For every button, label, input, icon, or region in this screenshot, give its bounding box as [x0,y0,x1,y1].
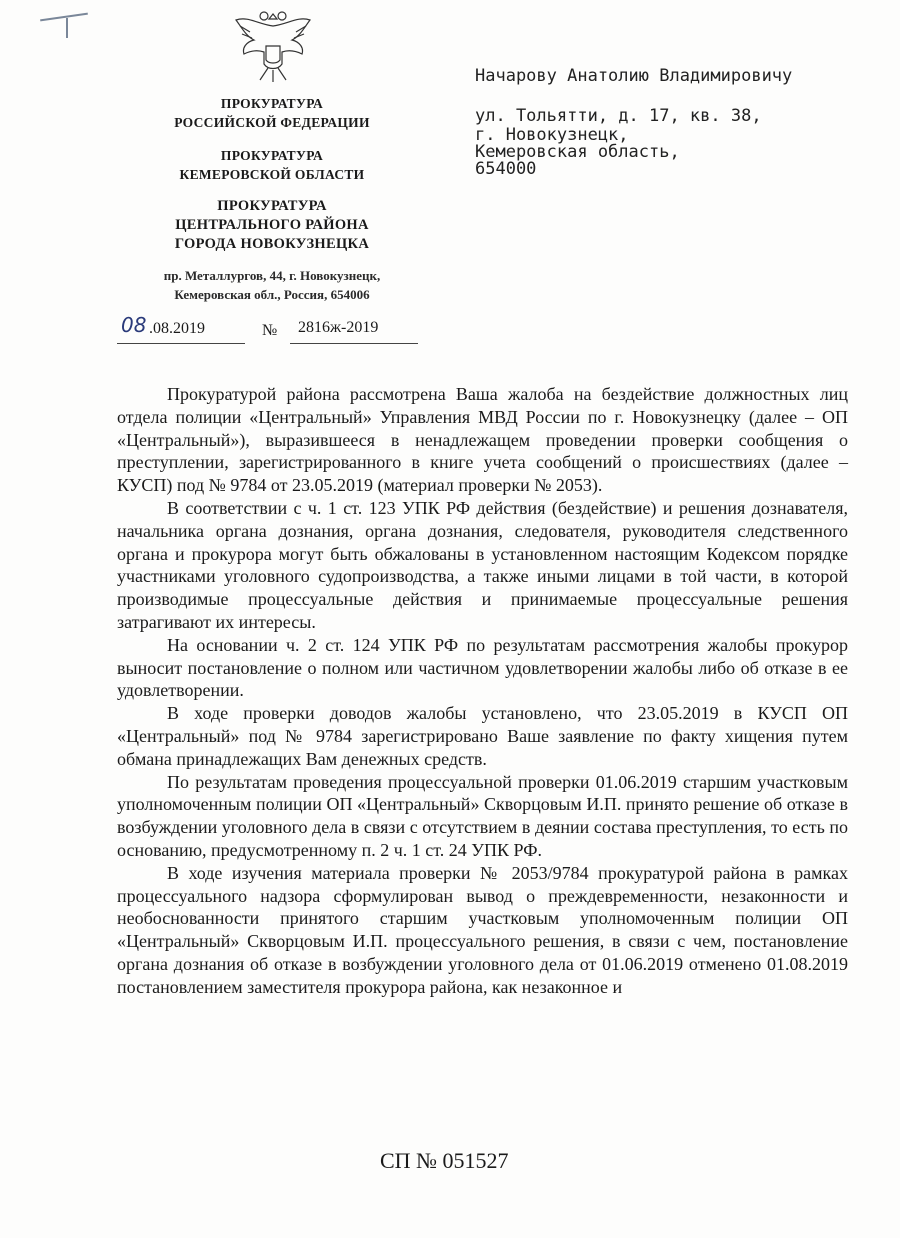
date-handwritten-day: 08 [121,313,147,337]
number-sign: № [262,322,278,339]
body-paragraph: В ходе проверки доводов жалобы установлено, что 23.05.2019 в КУСП ОП «Центральный» под № 9784 зарегистрировано Ваше заявление по факту хищения путем обмана принадлежащих Вам денежных средств. [117,703,848,769]
recipient-address-line: Кемеровская область, [475,142,680,162]
org-line: ПРОКУРАТУРА [220,96,324,111]
date-field [117,313,245,344]
org-address [130,266,414,304]
org-line: ПРОКУРАТУРА [220,148,324,163]
org-line: КЕМЕРОВСКОЙ ОБЛАСТИ [179,167,365,182]
org-line: ПРОКУРАТУРА [217,198,327,214]
org-line: ЦЕНТРАЛЬНОГО РАЙОНА [175,217,369,233]
org-line: ГОРОДА НОВОКУЗНЕЦКА [174,236,370,252]
document-number: 2816ж-2019 [298,319,379,336]
letter-body [117,383,848,999]
scan-mark [66,18,68,38]
number-field [290,313,418,344]
body-paragraph: По результатам проведения процессуальной проверки 01.06.2019 старшим участковым уполномоченным полиции ОП «Центральный» Скворцовым И.П. принято решение об отказе в возбуждении уголовного дела в связи с отсутствием в деянии состава преступления, то есть по основанию, предусмотренному п. 2 ч. 1 ст. 24 УПК РФ. [117,771,848,860]
date-printed: .08.2019 [149,320,205,337]
scan-mark [40,13,88,22]
org-block-regional [130,146,414,184]
recipient-address-line: г. Новокузнецк, [475,125,629,145]
coat-of-arms-emblem [228,6,318,88]
recipient-address-line: 654000 [475,159,537,179]
recipient-name: Начарову Анатолию Владимировичу [475,66,793,86]
body-paragraph: Прокуратурой района рассмотрена Ваша жалоба на бездействие должностных лиц отдела полиции «Центральный» Управления МВД России по г. Новокузнецку (далее – ОП «Центральный»), выразившееся в ненадлежащем проведении проверки сообщения о преступлении, зарегистрированного в книге учета сообщений о происшествиях (далее – КУСП) под № 9784 от 23.05.2019 (материал проверки № 2053). [117,384,848,496]
body-paragraph: На основании ч. 2 ст. 124 УПК РФ по результатам рассмотрения жалобы прокурор выносит постановление о полном или частичном удовлетворении жалобы либо об отказе в ее удовлетворении. [117,634,848,701]
org-line: РОССИЙСКОЙ ФЕДЕРАЦИИ [174,115,370,130]
org-block-federal [130,94,414,132]
body-paragraph: В ходе изучения материала проверки № 2053/9784 прокуратурой района в рамках процессуального надзора сформулирован вывод о преждевременности, незаконности и необоснованности принятого старшим участковым уполномоченным полиции ОП «Центральный» Скворцовым И.П. процессуального решения, в связи с чем, постановление органа дознания об отказе в возбуждении уголовного дела от 01.06.2019 отменено 01.08.2019 постановлением заместителя прокурора района, как незаконное и [117,862,848,997]
body-paragraph: В соответствии с ч. 1 ст. 123 УПК РФ действия (бездействие) и решения дознавателя, начальника органа дознания, органа дознания, следователя, руководителя следственного органа и прокурора могут быть обжалованы в установленном настоящим Кодексом порядке участниками уголовного судопроизводства, а также иными лицами в той части, в которой производимые процессуальные действия и принимаемые процессуальные решения затрагивают их интересы. [117,497,848,632]
recipient-address-line: ул. Тольятти, д. 17, кв. 38, [475,106,762,126]
recipient-address [475,106,855,178]
form-serial-number: СП № 051527 [380,1148,509,1173]
org-address-line: Кемеровская обл., Россия, 654006 [174,287,370,302]
org-address-line: пр. Металлургов, 44, г. Новокузнецк, [163,268,381,283]
org-block-district [130,197,414,254]
